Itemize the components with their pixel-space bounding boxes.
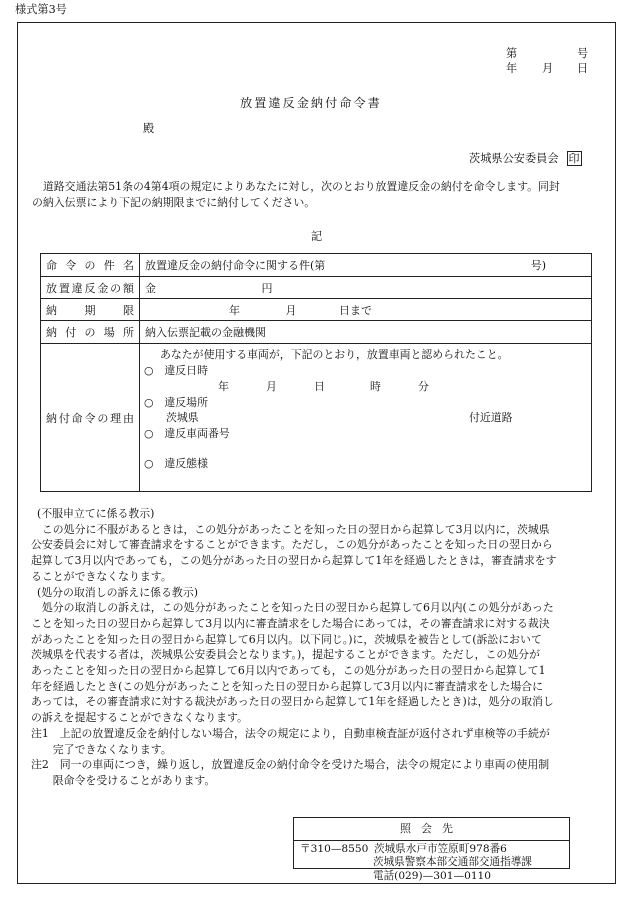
amount-value-cell	[140, 277, 592, 299]
lawsuit-line: あっては，その審査請求に対する裁決があった日の翌日から起算して1年を経過したとき)は，処分の取消し	[31, 695, 554, 709]
table-row-place	[41, 321, 592, 344]
reason-intro: あなたが使用する車両が，下記のとおり，放置車両と認められたこと。	[160, 348, 509, 361]
table-row-deadline	[41, 299, 592, 321]
amount-unit: 円	[261, 281, 273, 295]
lawsuit-line: の訴えを提起することができなくなります。	[31, 711, 248, 725]
reason-place-suffix: 付近道路	[469, 411, 513, 424]
lawsuit-heading: (処分の取消しの訴えに係る教示)	[37, 585, 198, 599]
reason-dt-minute: 分	[418, 380, 429, 393]
form-number: 様式第3号	[15, 3, 67, 16]
contact-address: 茨城県水戸市笠原町978番6	[374, 843, 507, 855]
appeal-line: ることができなくなります。	[31, 569, 172, 583]
case-value-suffix: 号)	[530, 259, 546, 272]
doc-date-year: 年	[506, 62, 518, 75]
case-value: 放置違反金の納付命令に関する件(第	[145, 259, 326, 272]
table-row-reason	[41, 344, 592, 492]
reason-vehicle-title: ○ 違反車両番号	[144, 427, 230, 440]
appeal-section	[31, 506, 601, 789]
doc-number-suffix: 号	[577, 47, 589, 60]
case-label: 命令の件名	[41, 254, 140, 277]
seal-stamp: 印	[568, 152, 580, 165]
place-value: 納入伝票記載の金融機関	[140, 321, 592, 344]
note2-line: 限命令を受けることがあります。	[31, 773, 216, 787]
doc-date-day: 日	[577, 62, 589, 75]
amount-label: 放置違反金の額	[41, 277, 140, 299]
lawsuit-line: 処分の取消しの訴えは，この処分があったことを知った日の翌日から起算して6月以内(この処分があった	[31, 601, 554, 615]
reason-manner-title: ○ 違反態様	[144, 457, 208, 470]
intro-paragraph	[32, 179, 600, 210]
reason-dt-year: 年	[218, 380, 229, 393]
reason-dt-day: 日	[314, 380, 325, 393]
table-row-amount	[41, 277, 592, 299]
reason-datetime-title: ○ 違反日時	[144, 364, 208, 377]
reason-place-title: ○ 違反場所	[144, 396, 208, 409]
doc-number-prefix: 第	[506, 47, 518, 60]
doc-date-month: 月	[542, 62, 554, 75]
contact-phone: 電話(029)—301—0110	[373, 870, 492, 882]
lawsuit-line: 年を経過したとき(この処分があったことを知った日の翌日から起算して3月以内に審査請求をした場合に	[31, 679, 544, 693]
note1-line: 注1 上記の放置違反金を納付しない場合，法令の規定により，自動車検査証が返付されず車検等の手続が	[31, 726, 550, 740]
place-label: 納付の場所	[41, 321, 140, 344]
contact-department: 茨城県警察本部交通部交通指導課	[373, 856, 532, 868]
issuer-name: 茨城県公安委員会	[469, 152, 559, 165]
deadline-year: 年	[229, 303, 240, 317]
appeal-line: 公安委員会に対して審査請求をすることができます。ただし，この処分があったことを知った日の翌日から	[31, 538, 553, 552]
ki-heading: 記	[311, 230, 323, 243]
issuer-line	[469, 151, 582, 167]
appeal-heading: (不服申立てに係る教示)	[37, 507, 155, 520]
reason-label: 納付命令の理由	[41, 344, 140, 492]
lawsuit-line: あったことを知った日の翌日から起算して6月以内であっても，この処分があった日の翌日から起算して1	[31, 664, 546, 678]
addressee-suffix: 殿	[143, 122, 155, 135]
lawsuit-line: ことを知った日の翌日から起算して3月以内に審査請求をした場合にあっては，その審査請求に対する裁決	[31, 616, 550, 630]
reason-dt-hour: 時	[370, 380, 381, 393]
reason-place-pref: 茨城県	[166, 411, 199, 424]
case-value-cell	[140, 254, 592, 277]
contact-postal: 〒310—8550	[300, 843, 369, 855]
deadline-month: 月	[285, 303, 297, 317]
intro-line: の納入伝票により下記の納期限までに納付してください。	[32, 195, 316, 209]
note1-line: 完了できなくなります。	[31, 742, 172, 756]
deadline-value-cell	[140, 299, 592, 321]
lawsuit-line: 茨城県を代表する者は，茨城県公安委員会となります。)，提起することができます。ただし，この処分が	[31, 648, 540, 662]
deadline-label: 納期限	[41, 299, 140, 321]
deadline-day: 日まで	[339, 303, 372, 317]
contact-heading: 照会先	[294, 818, 569, 841]
reason-cell	[140, 344, 592, 492]
order-details-table	[40, 253, 592, 492]
lawsuit-line: があったことを知った日の翌日から起算して6月以内。以下同じ。)に，茨城県を被告として(訴訟において	[31, 632, 542, 646]
appeal-line: 起算して3月以内であっても，この処分があった日の翌日から起算して1年を経過したときは，審査請求をす	[31, 554, 557, 568]
note2-line: 注2 同一の車両につき，繰り返し，放置違反金の納付命令を受けた場合，法令の規定により車両の使用制	[31, 758, 550, 772]
appeal-line: この処分に不服があるときは，この処分があったことを知った日の翌日から起算して3月以内に，茨城県	[31, 522, 550, 536]
amount-prefix: 金	[145, 281, 156, 295]
intro-line: 道路交通法第51条の4第4項の規定によりあなたに対し，次のとおり放置違反金の納付を命令します。同封	[32, 180, 560, 193]
document-title: 放置違反金納付命令書	[240, 96, 382, 110]
reason-dt-month: 月	[266, 380, 277, 393]
table-row-case	[41, 254, 592, 277]
